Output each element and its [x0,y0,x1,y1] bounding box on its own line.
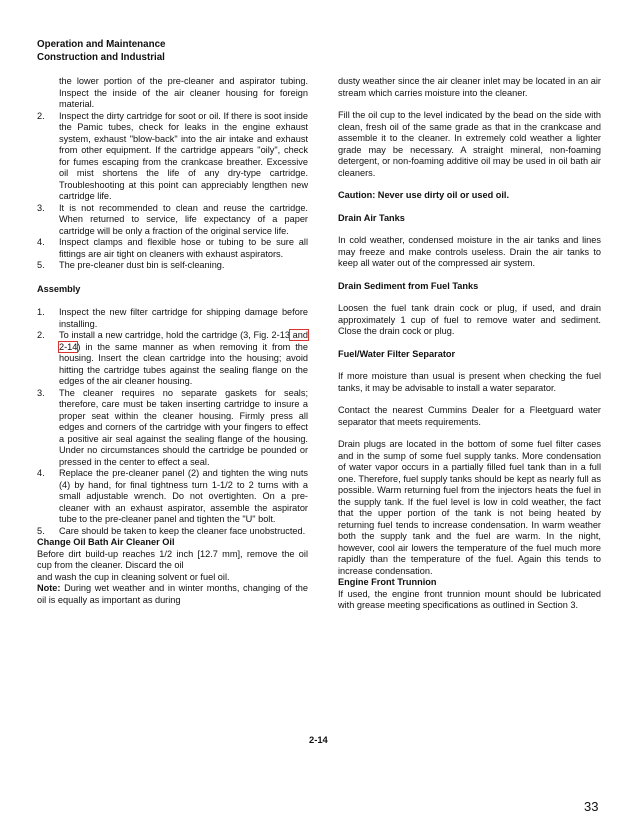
list-text: Care should be taken to keep the cleaner face unobstructed. [59,525,306,536]
header-title: Operation and Maintenance [37,39,166,50]
list-text-before-link: To install a new cartridge, hold the cartridge (3, Fig. 2-13 [59,330,290,340]
list-text: Inspect the dirty cartridge for soot or oil. If there is soot inside the Pamic tubes, check for leaks in the engine exhaust system, exhaust "blow-back" into the air intake and exhaust from other equipment. If the cartridge appears "oily", check for fumes escaping from the crankcase breather. Excessive oil mist shortens the life of any dry-type cartridge. Troubleshooting at this point can appreciably lengthen new cartridge life. [59,110,308,201]
list-number: 4. [37,237,45,247]
list-text: Replace the pre-cleaner panel (2) and tighten the wing nuts (4) by hand, for final tightness turn 1-1/2 to 2 turns with a small adjustable wrench. Do not overtighten. On a pre-cleaner with an exhaust aspirator, assemble the aspirator tube to the pre-cleaner panel and tighten the "U" bolt. [59,468,308,524]
list-number: 5. [37,260,45,270]
oil-bath-text: Before dirt build-up reaches 1/2 inch [12.7 mm], remove the oil cup from the cleaner. Discard the oil [37,548,308,570]
list-text: Inspect clamps and flexible hose or tubing to be sure all fittings are air tight on cleaners with exhaust aspirators. [59,237,308,259]
list-text: The cleaner requires no separate gaskets for seals; therefore, care must be taken inserting cartridge to insure a proper seat within the cleaner housing. Firmly press all edges and corners of the cartridge with your fingers to effect a positive air seal against the sealing flange of the housing. Under no circumstances should the cartridge be pounded or pressed in the center to effect a seal. [59,387,308,467]
list-number: 4. [37,468,45,478]
list-number: 3. [37,202,45,213]
note-paragraph [37,583,308,606]
cummins-dealer-text: Contact the nearest Cummins Dealer for a Fleetguard water separator that meets requirements. [338,405,601,427]
drain-plugs-text: Drain plugs are located in the bottom of some fuel filter cases and in the sump of some fuel supply tanks. More condensation of water vapor occurs in a partially filled fuel tank than in a full one. Therefore, fuel supply tanks should be kept as nearly full as possible. Warm returning fuel from the injectors heats the fuel in the supply tank. If the fuel level is low in cold weather, the fact that the upper portion of the tank is not being heated by returning fuel tends to increase condensation. In warm weather both the supply tank and the fuel are warm. In the night, however, cool air lowers the temperature of the fuel much more rapidly than the temperature of the fuel. Again this tends to increase condensation. [338,439,601,576]
list-item [37,468,308,526]
list-item [37,526,308,538]
dusty-weather-paragraph: dusty weather since the air cleaner inlet may be located in an air stream which carries moisture into the cleaner. [338,76,601,98]
list-number: 5. [37,525,45,536]
page-number: 2-14 [309,734,328,745]
list-item [37,330,308,388]
list-number: 1. [37,307,45,317]
list-number: 3. [37,387,45,398]
list-item [37,237,308,260]
engine-front-trunnion-heading: Engine Front Trunnion [338,577,437,587]
drain-air-tanks-text: In cold weather, condensed moisture in the air tanks and lines may freeze and make controls useless. Drain the air tanks to keep all water out of the compressed air system. [338,235,601,268]
left-column [37,76,308,606]
list-item [37,307,308,330]
list-text: Inspect the new filter cartridge for shipping damage before installing. [59,307,308,329]
figure-reference-link[interactable]: and 2-14 [59,330,308,352]
fill-oil-cup-paragraph: Fill the oil cup to the level indicated by the bead on the side with clean, fresh oil of the same grade as that in the crankcase and assemble it to the cleaner. In extremely cold weather a lighter grade may be necessary. A straight mineral, non-foaming detergent, or non-foaming additive oil may be used in oil bath air cleaners. [338,110,601,178]
list-text: It is not recommended to clean and reuse the cartridge. When returned to service, life expectancy of a paper cartridge will be only a fraction of the original service life. [59,202,308,236]
assembly-heading: Assembly [37,283,81,294]
list-item [37,111,308,203]
note-label: Note: [37,583,61,593]
oil-bath-text-2: and wash the cup in cleaning solvent or fuel oil. [37,571,230,582]
note-text: During wet weather and in winter months, changing of the oil is equally as important as during [37,583,308,605]
fuel-water-separator-heading: Fuel/Water Filter Separator [338,348,456,359]
list-item [37,260,308,272]
list-item [37,388,308,469]
drain-sediment-text: Loosen the fuel tank drain cock or plug, if used, and drain approximately 1 cup of fuel to remove water and sediment. Close the drain cock or plug. [338,303,601,336]
drain-air-tanks-heading: Drain Air Tanks [338,212,405,223]
header-subtitle: Construction and Industrial [37,51,165,63]
document-header [37,39,165,64]
oil-bath-heading: Change Oil Bath Air Cleaner Oil [37,537,175,547]
sheet-number: 33 [584,799,599,814]
drain-sediment-heading: Drain Sediment from Fuel Tanks [338,280,479,291]
engine-front-trunnion-text: If used, the engine front trunnion mount should be lubricated with grease meeting specifications as outlined in Section 3. [338,588,601,610]
list-number: 2. [37,110,45,121]
list-number: 2. [37,330,45,340]
fuel-water-separator-text: If more moisture than usual is present when checking the fuel tanks, it may be advisable to install a water separator. [338,371,601,393]
continued-step-text: the lower portion of the pre-cleaner and aspirator tubing. Inspect the inside of the air cleaner housing for foreign material. [59,76,308,109]
caution-text: Caution: Never use dirty oil or used oil. [338,190,510,200]
list-text-after-link: ) in the same manner as when removing it from the housing. Insert the clean cartridge into the housing; avoid hitting the cartridge tubes against the sealing flange on the edges of the air cleaner housing. [59,341,308,386]
right-column [338,76,601,612]
list-item [37,203,308,238]
list-text: The pre-cleaner dust bin is self-cleaning. [59,260,225,270]
